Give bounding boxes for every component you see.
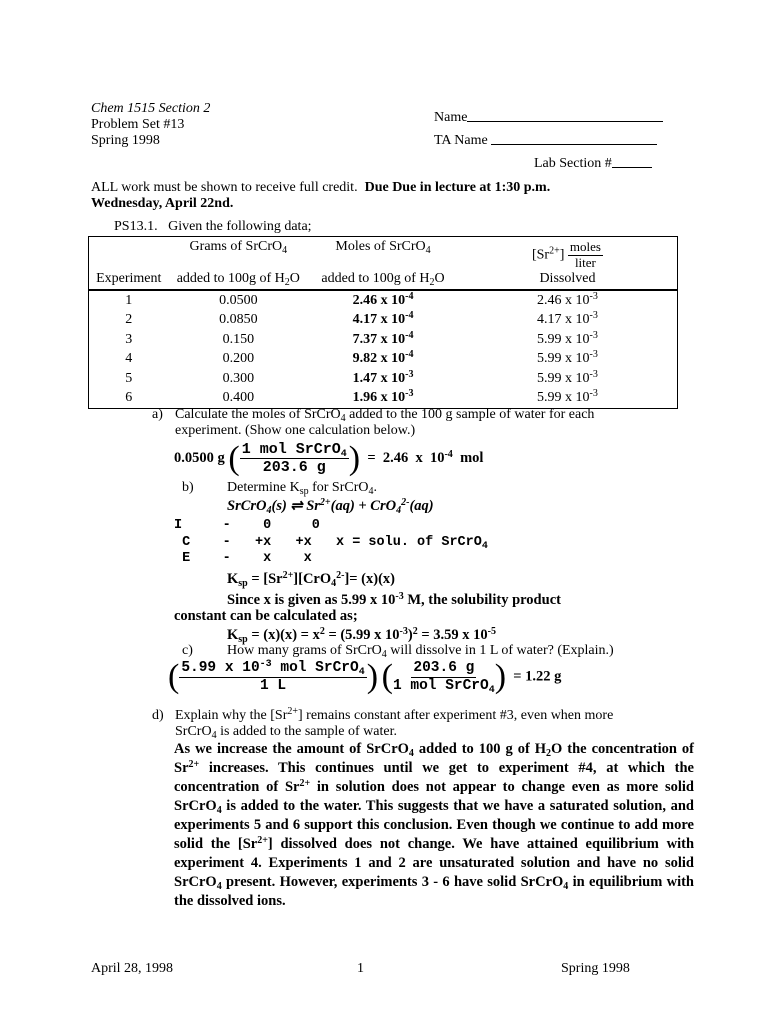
cell-moles: 1.96 x $10^{-3}$ — [352, 388, 414, 406]
cell-moles: 9.82 x $10^{-4}$ — [352, 349, 414, 367]
term-label: Spring 1998 — [91, 133, 160, 148]
cell-grams: 0.0850 — [219, 312, 258, 328]
cell-grams: 0.150 — [222, 331, 255, 347]
header-moles: Moles of SrCrO$_4$ added to 100g of $H_2O$ — [308, 237, 458, 291]
course-title: Chem 1515 Section 2 — [91, 101, 211, 116]
ksp-calculation: $K_{sp} = (x)(x) = x^2 = (5.99$ x $10^{-3})^2 = 3.59$ x $10^{-5}$ — [227, 626, 496, 645]
cell-concentration: 5.99 x $10^{-3}$ — [537, 368, 598, 386]
table-row — [89, 350, 678, 370]
due-date: Wednesday, April 22nd. — [91, 196, 234, 211]
ice-row-equilibrium: E - x x — [174, 551, 312, 566]
footer-date: April 28, 1998 — [91, 961, 174, 976]
part-c-question: How many grams of SrCrO$_4$ will dissolve in 1 L of water? (Explain.) — [227, 643, 614, 660]
part-a-mass: 0.0500 g — [174, 450, 225, 467]
cell-concentration: 5.99 x $10^{-3}$ — [537, 329, 598, 347]
cell-moles: 2.46 x $10^{-4}$ — [352, 290, 414, 308]
cell-concentration: 2.46 x $10^{-3}$ — [537, 290, 598, 308]
problem-intro — [114, 219, 312, 235]
due-text: Due Due in lecture at 1:30 p.m. — [364, 180, 551, 195]
cell-concentration: 5.99 x $10^{-3}$ — [537, 349, 598, 367]
ice-row-initial: I - 0 0 — [174, 518, 320, 533]
ksp-expression: $K_{sp} = [Sr^{2+}][CrO_4^{2-}]= (x)(x)$ — [227, 570, 395, 589]
lab-section-field — [534, 155, 652, 172]
cell-experiment: 2 — [125, 312, 133, 328]
header-concentration: $[Sr^{2+}]$ $\frac{\text{moles}}{\text{liter}}$ Dissolved — [458, 237, 678, 291]
part-d-label: d) — [152, 708, 164, 723]
table-row — [89, 369, 678, 389]
part-a-denominator: 203.6 g — [262, 459, 326, 477]
part-d-answer: As we increase the amount of SrCrO$_4$ added to 100 g of $H_2O$ the concentration of $Sr^{2+}$ increases. This continues until we get to experiment #4, at which the concentration of $Sr^{2+}$ in solution does not appear to change even as more solid SrCrO$_4$ is added to the water. This suggests that we have a saturated solution, and experiments 5 and 6 support this conclusion. Even though we continue to add more solid the $[Sr^{2+}]$ dissolved does not change. We have attained equilibrium with experiment 4. Experiments 1 and 2 are unsaturated solution and have no solid SrCrO$_4$ present. However, experiments 3 - 6 have solid SrCrO$_4$ in equilibrium with the dissolved ions. — [174, 741, 695, 909]
cell-moles: 7.37 x $10^{-4}$ — [352, 329, 414, 347]
ta-name-field — [434, 132, 657, 149]
cell-experiment: 4 — [125, 351, 133, 367]
part-a-calculation: 0.0500 g ( $\frac{1 mol SrCrO_4}{203.6 g}$ ) = 2.46 x $10^{-4}$ mol — [174, 439, 484, 477]
footer-term: Spring 1998 — [561, 961, 630, 976]
dissolution-equation: SrCrO$_4$(s) ⇌ $Sr^{2+}(aq) + CrO_4^{2-}(aq)$ — [227, 497, 434, 516]
cell-experiment: 6 — [125, 390, 133, 406]
cell-grams: 0.0500 — [219, 292, 258, 308]
part-c-calculation: ( $\frac{5.99 x 10^{-3} mol SrCrO_4}{1 L}$ ) ( $\frac{203.6 g}{1 mol SrCrO_4}$ ) = 1.22 g — [168, 658, 562, 696]
cell-concentration: 4.17 x $10^{-3}$ — [537, 310, 598, 328]
cell-experiment: 3 — [125, 331, 133, 347]
name-field — [434, 109, 663, 126]
table-row — [89, 290, 678, 311]
lab-section-label: Lab Section # — [534, 156, 612, 171]
since-line-1: Since x is given as 5.99 x $10^{-3}$ M, the solubility product — [227, 591, 561, 608]
part-b-question: Determine $K_{sp}$ for SrCrO$_4$. — [227, 480, 377, 497]
cell-moles: 4.17 x $10^{-4}$ — [352, 310, 414, 328]
name-label: Name — [434, 110, 468, 125]
part-a-label: a) — [152, 407, 163, 422]
header-experiment: Experiment — [89, 237, 169, 291]
problem-label: PS13.1. — [114, 219, 158, 234]
cell-concentration: 5.99 x $10^{-3}$ — [537, 388, 598, 406]
problem-intro-text: Given the following data; — [168, 219, 312, 234]
ice-table — [174, 518, 488, 568]
part-d-question: Explain why the $[Sr^{2+}]$ remains constant after experiment #3, even when more — [175, 706, 614, 723]
cell-grams: 0.200 — [222, 351, 255, 367]
page-number: 1 — [357, 961, 364, 976]
table-row — [89, 389, 678, 409]
cell-grams: 0.300 — [222, 370, 255, 386]
part-c-label: c) — [182, 643, 193, 658]
cell-experiment: 1 — [125, 292, 133, 308]
cell-experiment: 5 — [125, 370, 133, 386]
part-a-question: Calculate the moles of SrCrO$_4$ added to the 100 g sample of water for each — [175, 407, 595, 424]
instructions-line — [91, 180, 550, 196]
part-c-result: = 1.22 g — [513, 668, 562, 685]
ice-row-change: C - +x +x x = solu. of SrCrO$_4$ — [174, 534, 488, 552]
table-row — [89, 311, 678, 331]
ta-name-label: TA Name — [434, 133, 488, 148]
table-header-row — [89, 237, 678, 291]
problem-set-title: Problem Set #13 — [91, 117, 185, 132]
part-d-question-2: SrCrO$_4$ is added to the sample of water. — [175, 724, 397, 741]
instructions-text: ALL work must be shown to receive full credit. — [91, 180, 358, 195]
since-line-2: constant can be calculated as; — [174, 608, 358, 624]
part-b-label: b) — [182, 480, 194, 495]
data-table — [88, 236, 678, 409]
cell-grams: 0.400 — [222, 390, 255, 406]
part-a-question-2: experiment. (Show one calculation below.) — [175, 423, 416, 438]
header-grams: Grams of SrCrO$_4$ added to 100g of $H_2O$ — [168, 237, 308, 291]
table-row — [89, 330, 678, 350]
cell-moles: 1.47 x $10^{-3}$ — [352, 368, 414, 386]
